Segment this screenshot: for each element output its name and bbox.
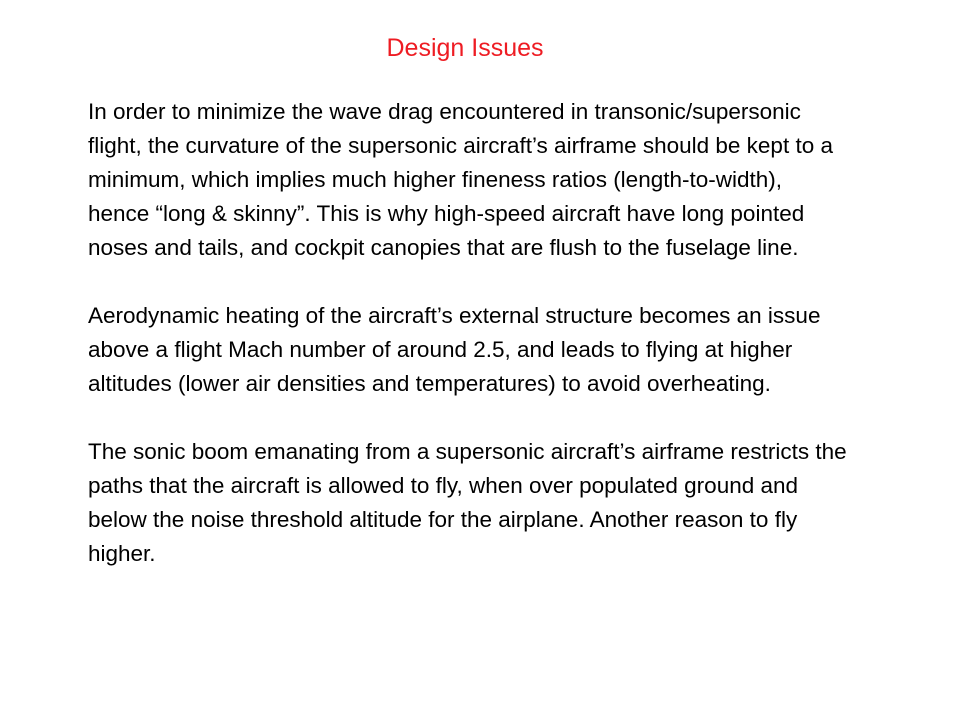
slide-body [88, 95, 848, 571]
paragraph-wave-drag: In order to minimize the wave drag encountered in transonic/supersonic flight, the curvature of the supersonic aircraft’s airframe should be kept to a minimum, which implies much higher fineness ratios (length-to-width), hence “long & skinny”. This is why high-speed aircraft have long pointed noses and tails, and cockpit canopies that are flush to the fuselage line. [88, 99, 833, 260]
slide-title: Design Issues [386, 34, 544, 62]
paragraph-aerodynamic-heating: Aerodynamic heating of the aircraft’s external structure becomes an issue above a flight Mach number of around 2.5, and leads to flying at higher altitudes (lower air densities and temperatures) to avoid overheating. [88, 303, 821, 396]
paragraph-sonic-boom: The sonic boom emanating from a supersonic aircraft’s airframe restricts the paths that the aircraft is allowed to fly, when over populated ground and below the noise threshold altitude for the airplane. Another reason to fly higher. [88, 439, 847, 566]
